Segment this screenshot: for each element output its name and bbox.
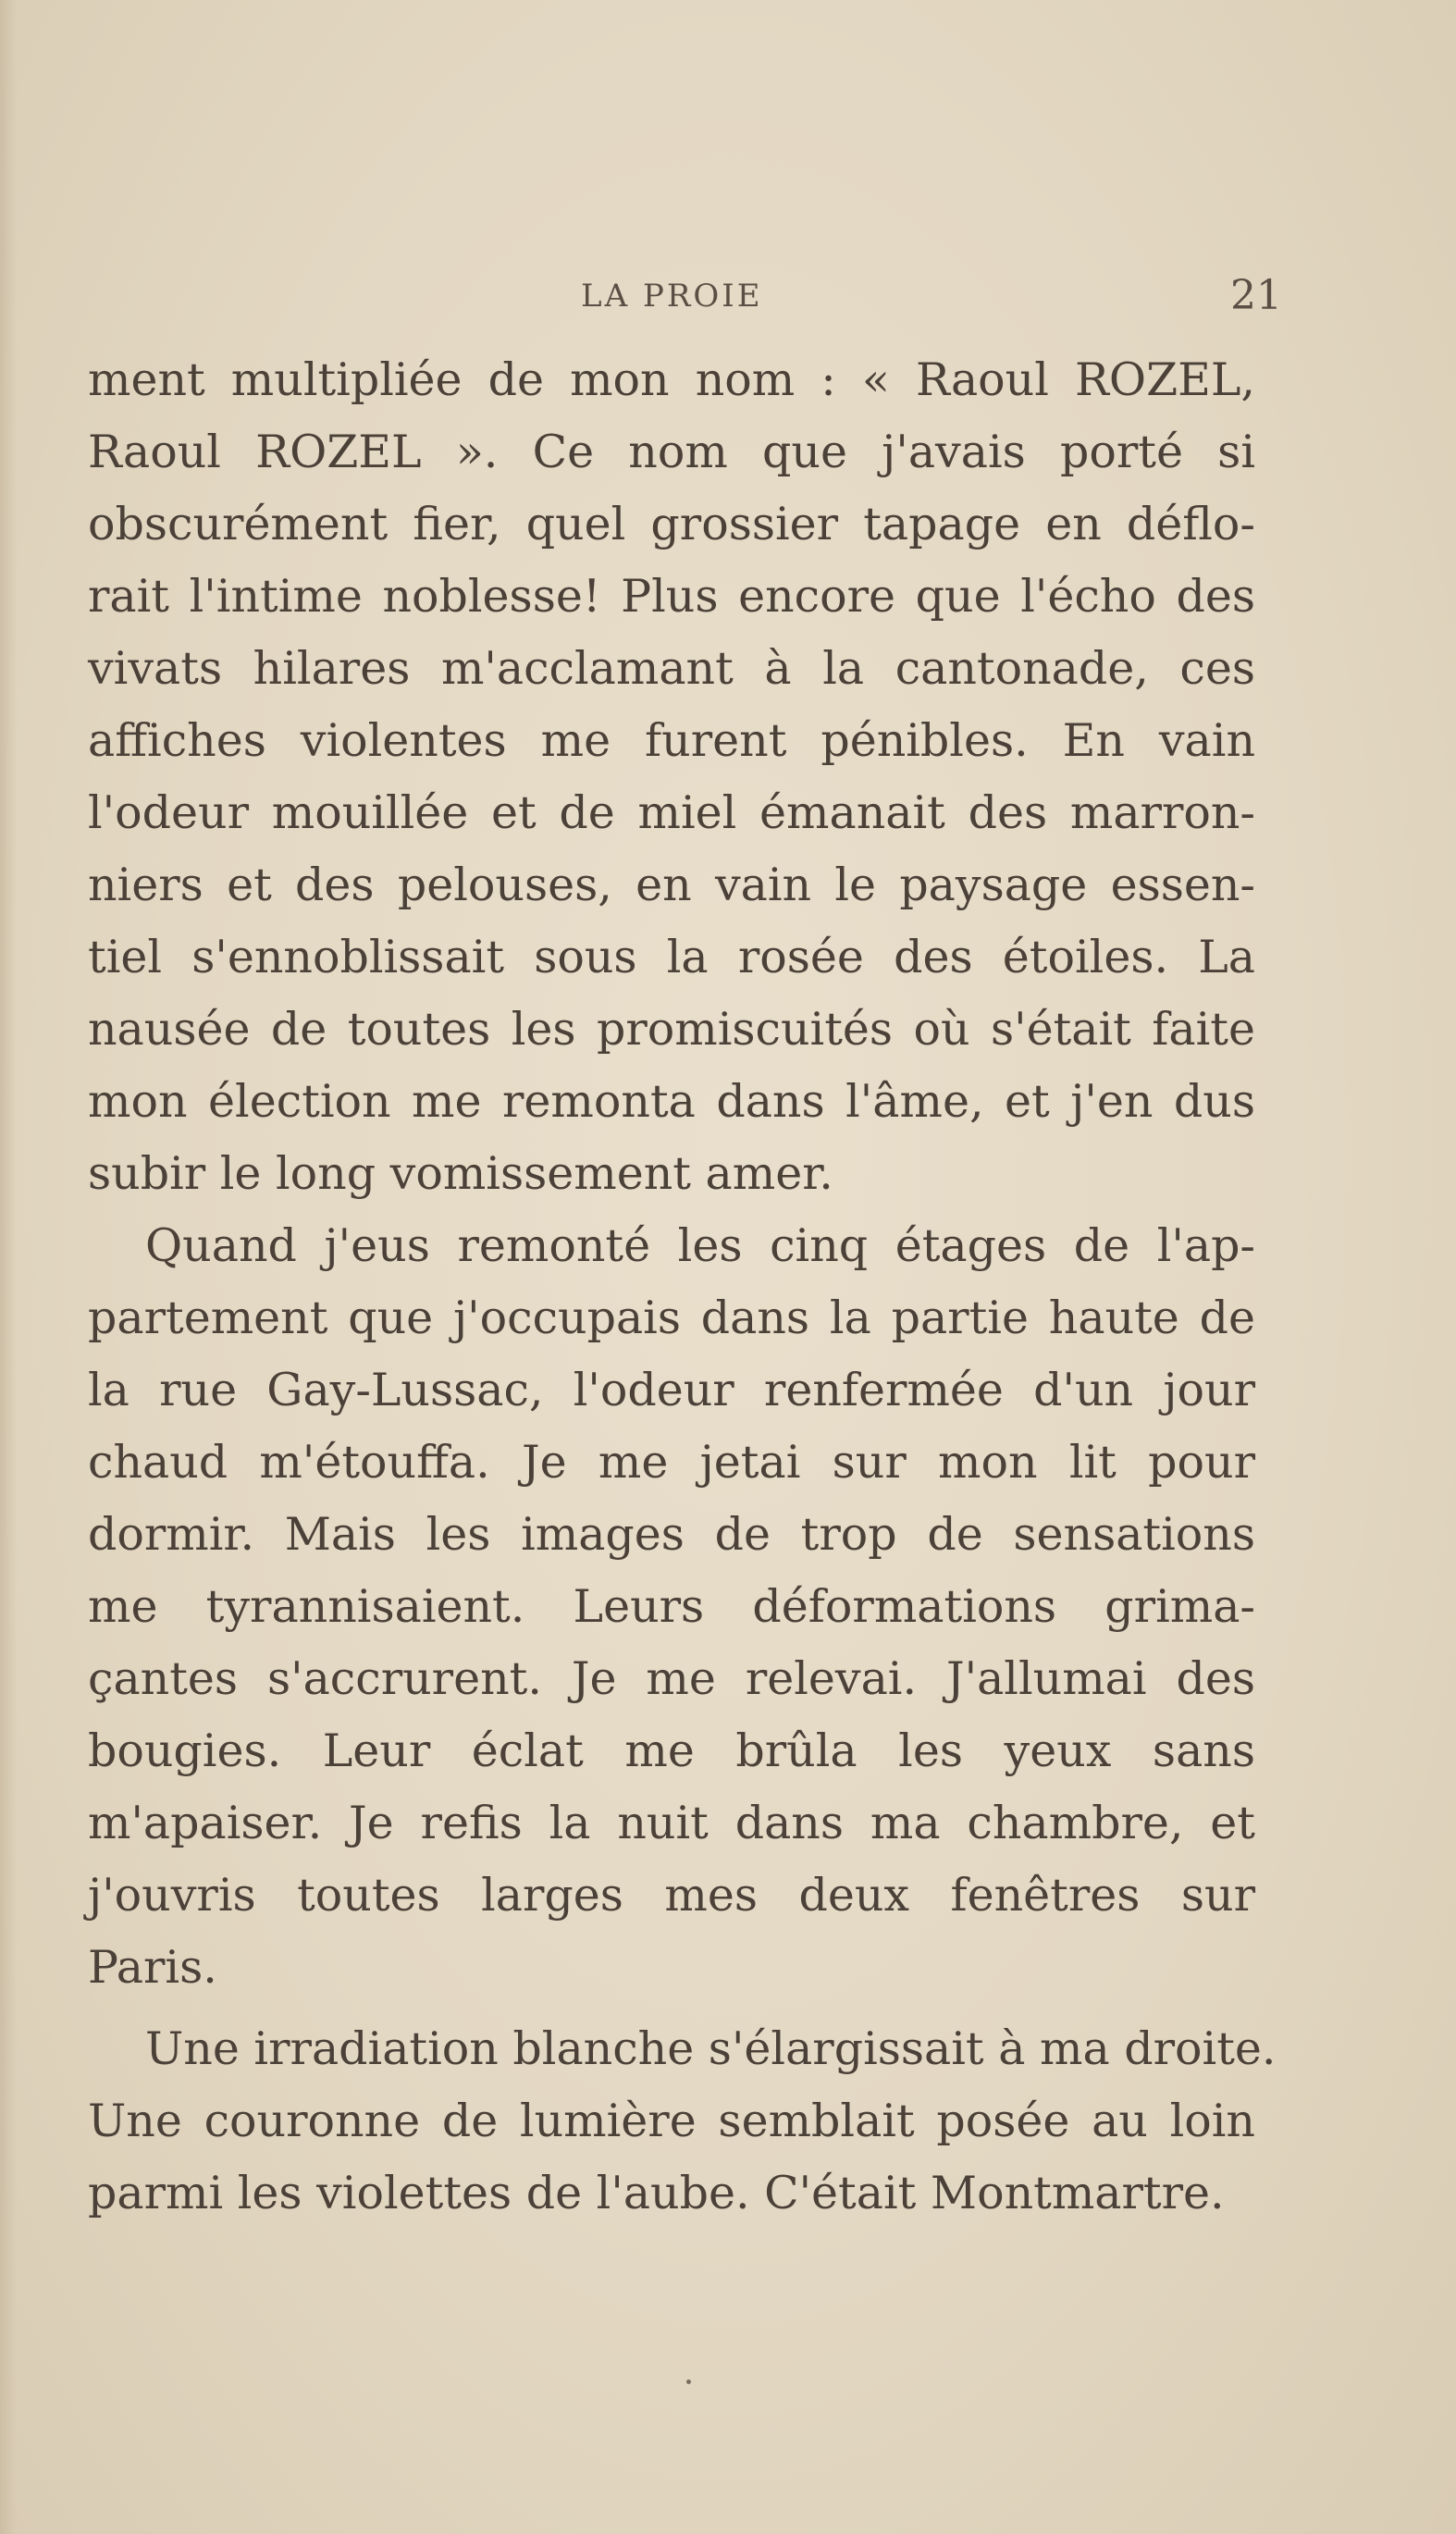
text-line: niers et des pelouses, en vain le paysage essen- <box>88 859 1255 911</box>
text-line: subir le long vomissement amer. <box>88 1147 833 1200</box>
text-line: parmi les violettes de l'aube. C'était Montmartre. <box>88 2167 1225 2219</box>
text-line: m'apaiser. Je refis la nuit dans ma chambre, et <box>88 1797 1255 1849</box>
text-line: Une couronne de lumière semblait posée au loin <box>88 2095 1255 2147</box>
text-line: mon élection me remonta dans l'âme, et j'en dus <box>88 1075 1255 1128</box>
text-line: Paris. <box>88 1941 217 1994</box>
text-line: rait l'intime noblesse! Plus encore que l'écho des <box>88 570 1255 623</box>
body-text <box>88 344 1277 2230</box>
text-line: Une irradiation blanche s'élargissait à ma droite. <box>145 2022 1277 2075</box>
text-line: la rue Gay-Lussac, l'odeur renfermée d'un jour <box>88 1364 1255 1416</box>
text-line: vivats hilares m'acclamant à la cantonade, ces <box>88 642 1255 695</box>
text-line: obscurément fier, quel grossier tapage en déflo- <box>88 498 1255 550</box>
text-line: tiel s'ennoblissait sous la rosée des étoiles. La <box>88 931 1255 983</box>
text-line: dormir. Mais les images de trop de sensations <box>88 1508 1255 1561</box>
paragraph-3 <box>88 2013 1277 2230</box>
text-line: nausée de toutes les promiscuités où s'était faite <box>88 1003 1255 1056</box>
paragraph-2 <box>88 1210 1255 2004</box>
text-line: chaud m'étouffa. Je me jetai sur mon lit pour <box>88 1436 1255 1489</box>
running-title: LA PROIE <box>581 278 763 315</box>
page-number: 21 <box>1230 272 1282 319</box>
paper-speck <box>686 2379 691 2384</box>
text-line: Raoul ROZEL ». Ce nom que j'avais porté si <box>88 426 1255 478</box>
page-edge-shadow <box>0 0 17 2534</box>
text-line: l'odeur mouillée et de miel émanait des marron- <box>88 786 1255 839</box>
text-line: Quand j'eus remonté les cinq étages de l'ap- <box>145 1219 1255 1272</box>
text-line: bougies. Leur éclat me brûla les yeux sans <box>88 1724 1255 1777</box>
text-line: affiches violentes me furent pénibles. En vain <box>88 714 1255 767</box>
text-line: partement que j'occupais dans la partie haute de <box>88 1292 1255 1344</box>
paragraph-gap <box>88 2004 1255 2013</box>
text-line: j'ouvris toutes larges mes deux fenêtres sur <box>88 1869 1255 1922</box>
text-line: ment multipliée de mon nom : « Raoul ROZEL, <box>88 353 1255 406</box>
text-line: me tyrannisaient. Leurs déformations grima- <box>88 1580 1255 1633</box>
text-line: çantes s'accrurent. Je me relevai. J'allumai des <box>88 1652 1255 1705</box>
page-header <box>0 272 1456 333</box>
paragraph-1 <box>88 344 1255 1210</box>
